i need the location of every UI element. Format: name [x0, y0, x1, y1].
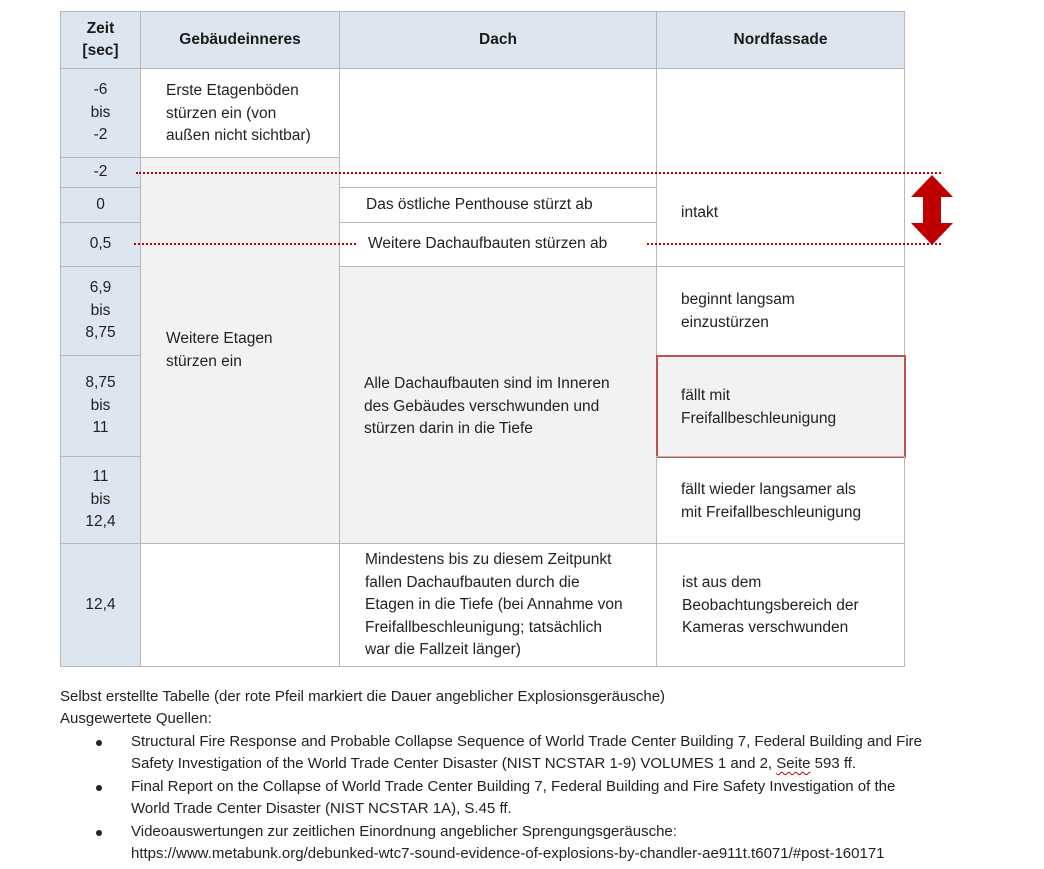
time-cell: 11 bis 12,4: [60, 456, 141, 544]
time-cell: 0: [60, 187, 141, 223]
source-item-1-line-2a: Safety Investigation of the World Trade Center Disaster (NIST NCSTAR 1-9) VOLUMES 1 and 2,: [131, 755, 777, 772]
bullet-icon: [96, 830, 102, 836]
time-cell: -2: [60, 157, 141, 188]
caption-line-2: Ausgewertete Quellen:: [60, 710, 212, 727]
interior-cell-last: [140, 543, 340, 667]
spellcheck-word: Seite: [776, 755, 811, 772]
source-item-3-line-1: Videoauswertungen zur zeitlichen Einordnung angeblicher Sprengungsgeräusche:: [131, 823, 677, 840]
source-item-2-line-1: Final Report on the Collapse of World Trade Center Building 7, Federal Building and Fire Safety Investigation of the: [131, 778, 896, 795]
source-item-1-line-1: Structural Fire Response and Probable Collapse Sequence of World Trade Center Building 7, Federal Building and Fire: [131, 733, 923, 750]
double-arrow-vertical-icon: [908, 172, 956, 248]
source-link[interactable]: https://www.metabunk.org/debunked-wtc7-sound-evidence-of-explosions-by-chandler-ae911t.t6071/#post-160171: [131, 845, 885, 862]
roof-cell-empty: [339, 68, 657, 188]
north-begins-text: beginnt langsam einzustürzen: [681, 291, 795, 331]
header-time: Zeit [sec]: [60, 11, 141, 69]
interior-first-floors-text: Erste Etagenböden stürzen ein (von außen nicht sichtbar): [166, 82, 311, 144]
time-cell: 0,5: [60, 222, 141, 267]
source-item-2-line-2: World Trade Center Disaster (NIST NCSTAR 1A), S.45 ff.: [131, 800, 512, 817]
roof-at-least-text: Mindestens bis zu diesem Zeitpunkt fallen Dachaufbauten durch die Etagen in die Tiefe (bei Annahme von Freifallbeschleunigung; tatsächlich war die Fallzeit länger): [365, 551, 623, 658]
source-item-1-line-2c: 593 ff.: [810, 755, 857, 772]
bullet-icon: [96, 740, 102, 746]
north-intact-text: intakt: [681, 204, 719, 221]
north-freefall-text: fällt mit Freifallbeschleunigung: [681, 387, 837, 427]
marker-line-top: [136, 172, 941, 174]
time-cell: -6 bis -2: [60, 68, 141, 158]
source-item-1-line-2: [131, 753, 856, 775]
roof-penthouse-text: Das östliche Penthouse stürzt ab: [366, 196, 593, 213]
marker-line-bottom-right: [647, 243, 941, 245]
time-cell: 12,4: [60, 543, 141, 667]
roof-more-structures-text: Weitere Dachaufbauten stürzen ab: [368, 235, 608, 252]
time-cell: 8,75 bis 11: [60, 355, 141, 457]
header-north: Nordfassade: [656, 11, 905, 69]
north-slower-text: fällt wieder langsamer als mit Freifallbeschleunigung: [681, 481, 862, 521]
header-roof: Dach: [339, 11, 657, 69]
roof-vanished-text: Alle Dachaufbauten sind im Inneren des Gebäudes verschwunden und stürzen darin in die Tiefe: [364, 375, 610, 437]
time-cell: 6,9 bis 8,75: [60, 266, 141, 356]
bullet-icon: [96, 785, 102, 791]
marker-line-bottom-left: [134, 243, 356, 245]
north-cell-intact: [656, 187, 905, 267]
header-interior: Gebäudeinneres: [140, 11, 340, 69]
north-gone-text: ist aus dem Beobachtungsbereich der Kameras verschwunden: [682, 574, 859, 636]
caption-line-1: Selbst erstellte Tabelle (der rote Pfeil markiert die Dauer angeblicher Explosionsgeräusche): [60, 688, 666, 705]
north-cell-empty: [656, 68, 905, 188]
interior-more-floors-text: Weitere Etagen stürzen ein: [166, 330, 273, 370]
